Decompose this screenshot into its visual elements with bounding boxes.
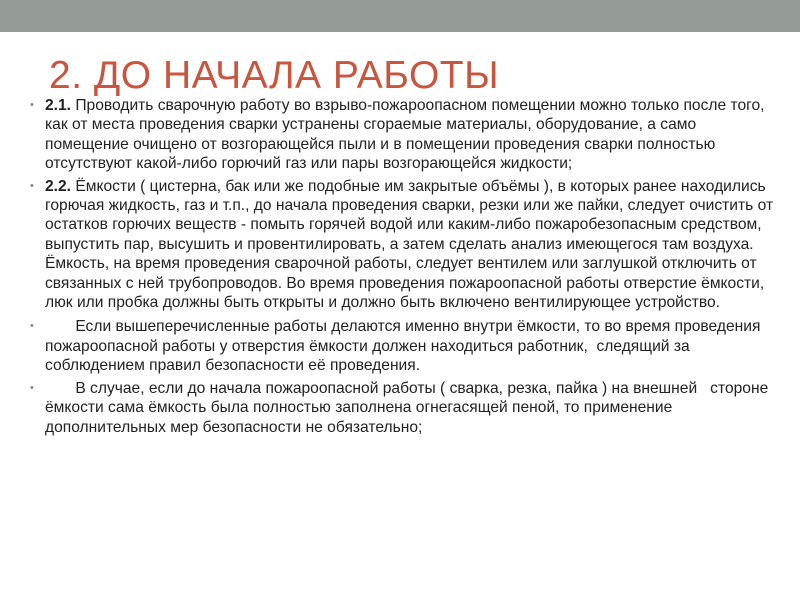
bullet-icon: • bbox=[30, 179, 34, 192]
bullet-icon: • bbox=[30, 320, 34, 333]
paragraph-2-2 bbox=[30, 177, 778, 313]
paragraph-number: 2.2. bbox=[45, 177, 72, 195]
paragraph-text: Ёмкости ( цистерна, бак или же подобные им закрытые объёмы ), в которых ранее находились горючая жидкость, газ и т.п., до начала проведения сварки, резки или же пайки, следует очистить от остатков горючих веществ - помыть горячей водой или каким-либо пожаробезопасным средством, выпустить пар, высушить и провентилировать, а затем сделать анализ имеющегося там воздуха. Ёмкость, на время проведения сварочной работы, следует вентилем или заглушкой отключить от связанных с ней трубопроводов. Во время проведения пожароопасной работы отверстие ёмкости, люк или пробка должны быть открыты и должно быть включено вентилирующее устройство. bbox=[45, 177, 774, 312]
bullet-icon: • bbox=[30, 381, 34, 394]
paragraph-text: Проводить сварочную работу во взрыво-пожароопасном помещении можно только после того, как от места проведения сварки устранены сгораемые материалы, оборудование, а само помещение очищено от возгорающейся пыли и в помещении проведения сварки полностью отсутствуют какой-либо горючий газ или пары возгорающейся жидкости; bbox=[45, 97, 765, 173]
bullet-icon: • bbox=[30, 99, 34, 111]
top-bar bbox=[0, 0, 800, 32]
paragraph-text: В случае, если до начала пожароопасной работы ( сварка, резка, пайка ) на внешней стороне ёмкости сама ёмкость была полностью заполнена огнегасящей пеной, то применение дополнительных мер безопасности не обязательно; bbox=[45, 379, 773, 436]
paragraph-number: 2.1. bbox=[45, 97, 72, 114]
slide-title: 2. ДО НАЧАЛА РАБОТЫ bbox=[49, 54, 500, 97]
paragraph-text: Если вышеперечисленные работы делаются именно внутри ёмкости, то во время проведения пожароопасной работы у отверстия ёмкости должен находиться работник, следящий за соблюдением правил безопасности её проведения. bbox=[45, 318, 765, 375]
slide-content bbox=[30, 96, 778, 440]
paragraph-outside-tank bbox=[30, 379, 778, 437]
paragraph-inside-tank bbox=[30, 317, 778, 375]
paragraph-2-1 bbox=[30, 96, 778, 174]
